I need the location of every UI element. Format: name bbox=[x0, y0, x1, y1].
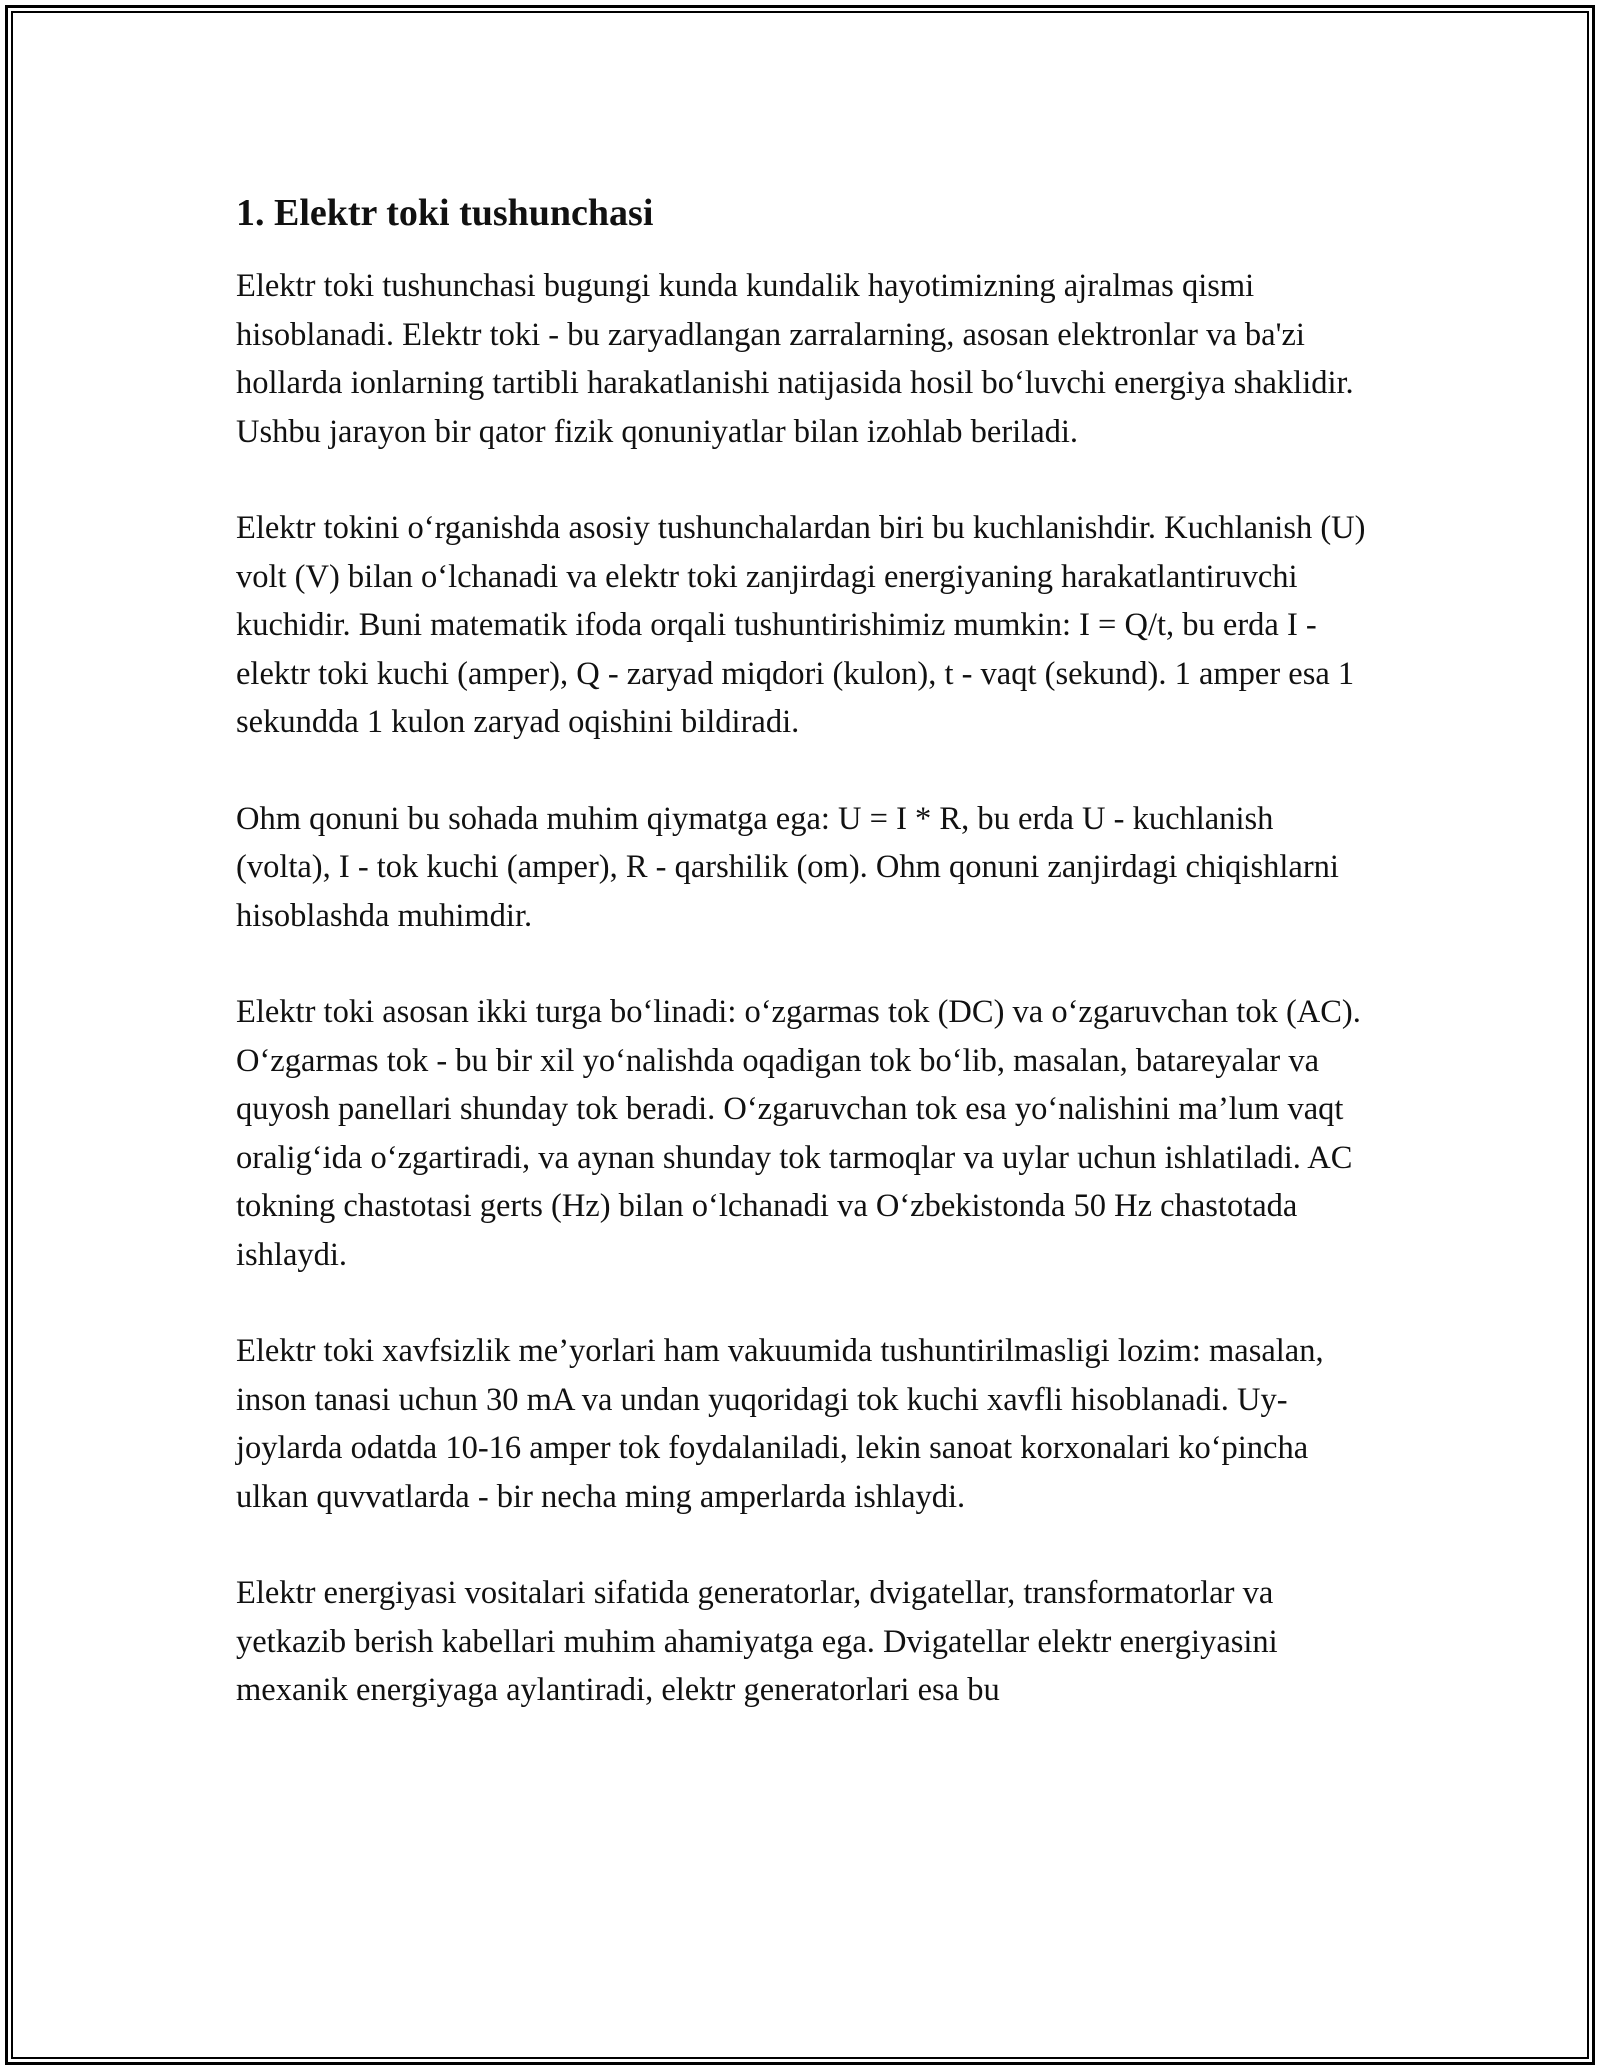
paragraph-ohms-law: Ohm qonuni bu sohada muhim qiymatga ega: U = I * R, bu erda U - kuchlanish (volta), I - tok kuchi (amper), R - qarshilik (om). Ohm qonuni zanjirdagi chiqishlarni hisoblashda muhimdir. bbox=[236, 800, 1339, 934]
paragraph-dc-ac: Elektr toki asosan ikki turga bo‘linadi: o‘zgarmas tok (DC) va o‘zgaruvchan tok (AC). O‘zgarmas tok - bu bir xil yo‘nalishda oqadigan tok bo‘lib, masalan, batareyalar va quyosh panellari shunday tok beradi. O‘zgaruvchan tok esa yo‘nalishini ma’lum vaqt oralig‘ida o‘zgartiradi, va aynan shunday tok tarmoqlar va uylar uchun ishlatiladi. AC tokning chastotasi gerts (Hz) bilan o‘lchanadi va O‘zbekistonda 50 Hz chastotada ishlaydi. bbox=[236, 994, 1361, 1273]
document-body bbox=[236, 186, 1376, 1763]
paragraph-safety: Elektr toki xavfsizlik me’yorlari ham vakuumida tushuntirilmasligi lozim: masalan, inson tanasi uchun 30 mA va undan yuqoridagi tok kuchi xavfli hisoblanadi. Uy-joylarda odatda 10-16 amper tok foydalaniladi, lekin sanoat korxonalari ko‘pincha ulkan quvvatlarda - bir necha ming amperlarda ishlaydi. bbox=[236, 1333, 1324, 1515]
paragraph-devices: Elektr energiyasi vositalari sifatida generatorlar, dvigatellar, transformatorlar va yetkazib berish kabellari muhim ahamiyatga ega. Dvigatellar elektr energiyasini mexanik energiyaga aylantiradi, elektr generatorlari esa bu bbox=[236, 1575, 1278, 1708]
section-title: 1. Elektr toki tushunchasi bbox=[236, 192, 654, 234]
paragraph-voltage: Elektr tokini o‘rganishda asosiy tushunchalardan biri bu kuchlanishdir. Kuchlanish (U) volt (V) bilan o‘lchanadi va elektr toki zanjirdagi energiyaning harakatlantiruvchi kuchidir. Buni matematik ifoda orqali tushuntirishimiz mumkin: I = Q/t, bu erda I - elektr toki kuchi (amper), Q - zaryad miqdori (kulon), t - vaqt (sekund). 1 amper esa 1 sekundda 1 kulon zaryad oqishini bildiradi. bbox=[236, 510, 1366, 740]
paragraph-intro: Elektr toki tushunchasi bugungi kunda kundalik hayotimizning ajralmas qismi hisoblanadi. Elektr toki - bu zaryadlangan zarralarning, asosan elektronlar va ba'zi hollarda ionlarning tartibli harakatlanishi natijasida hosil bo‘luvchi energiya shaklidir. Ushbu jarayon bir qator fizik qonuniyatlar bilan izohlab beriladi. bbox=[236, 268, 1354, 450]
